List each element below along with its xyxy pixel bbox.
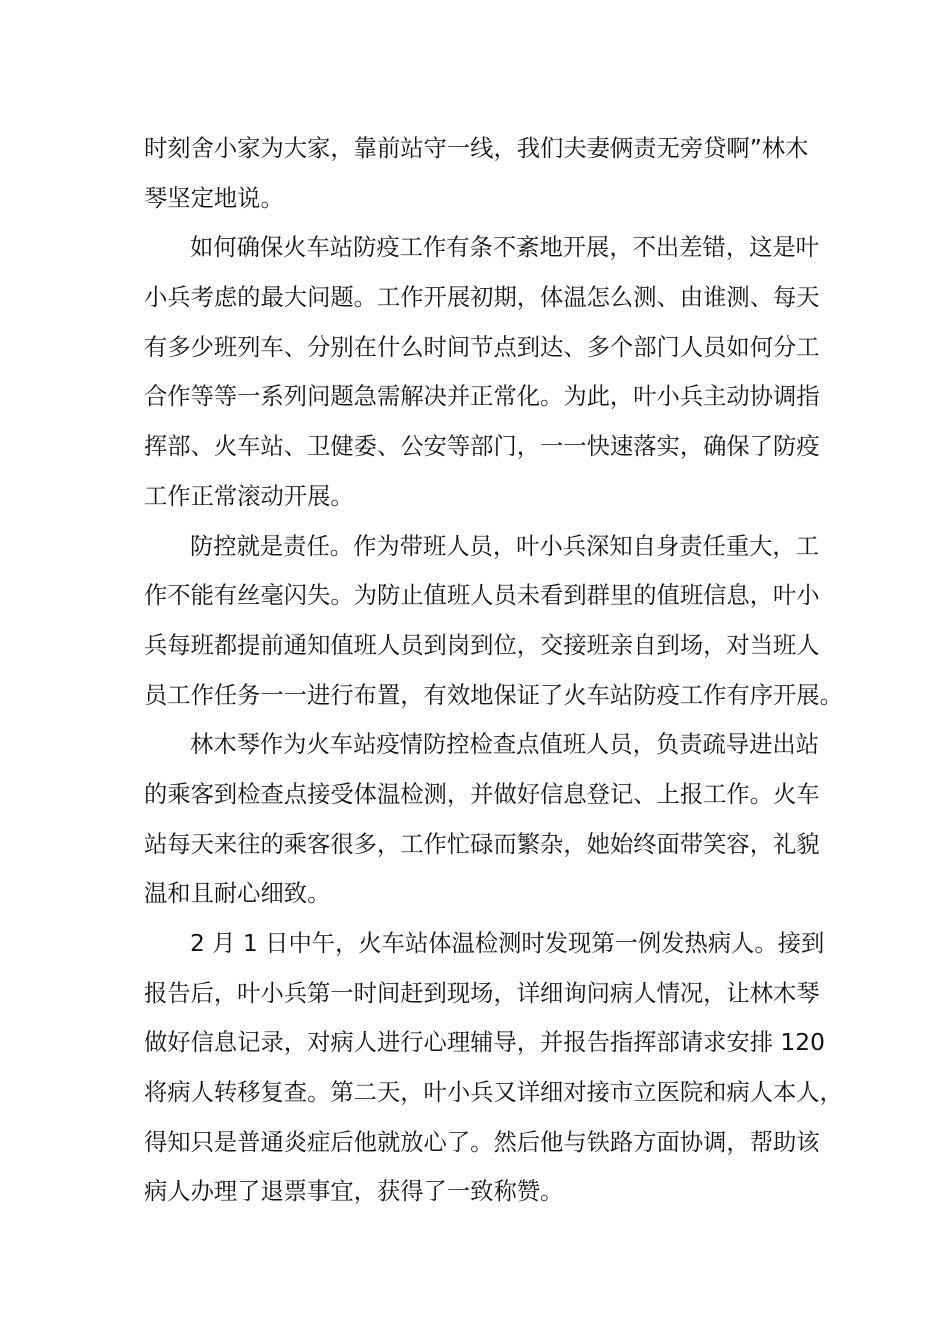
text-line: 琴坚定地说。	[144, 184, 284, 212]
text-line: 如何确保火车站防疫工作有条不紊地开展，不出差错，这是叶	[190, 234, 820, 262]
text-line: 得知只是普通炎症后他就放心了。然后他与铁路方面协调，帮助该	[144, 1128, 820, 1156]
text-line: 报告后，叶小兵第一时间赶到现场，详细询问病人情况，让林木琴	[144, 979, 820, 1007]
text-line: 合作等等一系列问题急需解决并正常化。为此，叶小兵主动协调指	[144, 383, 820, 411]
text-line: 时刻舍小家为大家，靠前站守一线，我们夫妻俩责无旁贷啊”林木	[144, 135, 809, 162]
text-line: 防控就是责任。作为带班人员，叶小兵深知自身责任重大，工	[190, 532, 820, 560]
paragraph-1	[144, 124, 808, 223]
text-line: 站每天来往的乘客很多，工作忙碌而繁杂，她始终面带笑容，礼貌	[144, 830, 820, 858]
text-line: 兵每班都提前通知值班人员到岗到位，交接班亲自到场，对当班人	[144, 631, 820, 659]
text-line: 作不能有丝毫闪失。为防止值班人员未看到群里的值班信息，叶小	[144, 582, 820, 610]
text-line: 病人办理了退票事宜，获得了一致称赞。	[144, 1178, 564, 1206]
paragraph-2	[144, 223, 820, 521]
paragraph-3	[144, 522, 843, 721]
text-line: 做好信息记录，对病人进行心理辅导，并报告指挥部请求安排 120	[144, 1029, 825, 1057]
document-body	[144, 124, 843, 1217]
text-line: 员工作任务一一进行布置，有效地保证了火车站防疫工作有序开展。	[144, 681, 843, 709]
text-line: 林木琴作为火车站疫情防控检查点值班人员，负责疏导进出站	[190, 731, 820, 759]
text-line: 的乘客到检查点接受体温检测，并做好信息登记、上报工作。火车	[144, 780, 820, 808]
paragraph-4	[144, 720, 820, 919]
text-line: 温和且耐心细致。	[144, 880, 331, 908]
text-line: 将病人转移复查。第二天，叶小兵又详细对接市立医院和病人本人，	[144, 1079, 843, 1107]
paragraph-5	[144, 919, 843, 1217]
text-line: 2 月 1 日中午，火车站体温检测时发现第一例发热病人。接到	[190, 930, 825, 957]
text-line: 小兵考虑的最大问题。工作开展初期，体温怎么测、由谁测、每天	[144, 284, 820, 312]
text-line: 工作正常滚动开展。	[144, 482, 354, 510]
text-line: 挥部、火车站、卫健委、公安等部门，一一快速落实，确保了防疫	[144, 433, 820, 461]
text-line: 有多少班列车、分别在什么时间节点到达、多个部门人员如何分工	[144, 333, 820, 361]
